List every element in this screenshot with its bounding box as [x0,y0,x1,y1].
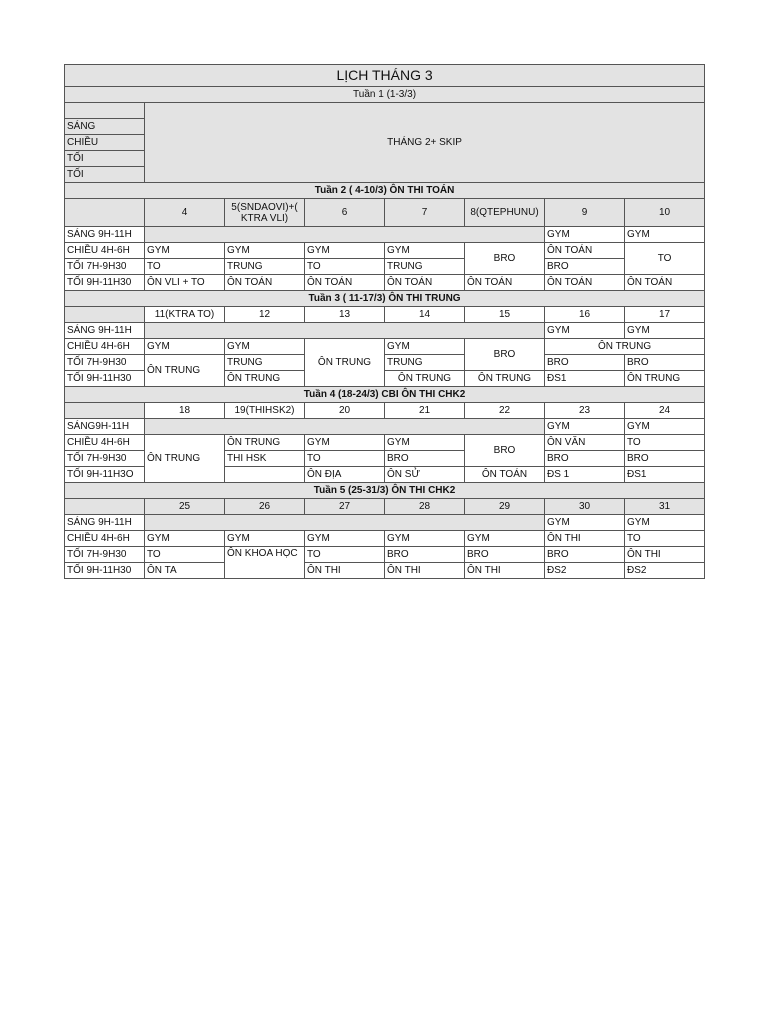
week3-sang-d17: GYM [625,323,705,339]
week3-toi2-d16: ĐS1 [545,371,625,387]
week5-toi2-d31: ĐS2 [625,563,705,579]
week2-toi1-d9: BRO [545,259,625,275]
week4-toi1-d19: THI HSK [225,451,305,467]
week2-sang-d9: GYM [545,227,625,243]
week4-day-24: 24 [625,403,705,419]
week2-toi2-d6: ÔN TOÁN [305,275,385,291]
week2-toi2-d4: ÔN VLI + TO [145,275,225,291]
week3-toi1-d12: TRUNG [225,355,305,371]
week2-day-5: 5(SNDAOVI)+( KTRA VLI) [225,199,305,227]
week5-chieu-d26: GYM [225,531,305,547]
week4-slot-toi1: TỐI 7H-9H30 [65,451,145,467]
week1-slot-sang: SÁNG [65,119,145,135]
week5-sang-d30: GYM [545,515,625,531]
week4-sang-d23: GYM [545,419,625,435]
week5-sang-empty [145,515,545,531]
week4-header: Tuần 4 (18-24/3) CBI ÔN THI CHK2 [65,387,705,403]
week2-corner-cell [65,199,145,227]
week2-slot-toi2: TỐI 9H-11H30 [65,275,145,291]
week5-slot-toi1: TỐI 7H-9H30 [65,547,145,563]
week5-toi1-d25: TO [145,547,225,563]
week5-toi2-d25: ÔN TA [145,563,225,579]
week3-day-16: 16 [545,307,625,323]
week2-toi1-d4: TO [145,259,225,275]
week4-day-20: 20 [305,403,385,419]
week4-toi1-d21: BRO [385,451,465,467]
week4-toi2-d24: ĐS1 [625,467,705,483]
week5-toi1-d27: TO [305,547,385,563]
week5-day-31: 31 [625,499,705,515]
week2-toi1-d5: TRUNG [225,259,305,275]
week4-chieu-d21: GYM [385,435,465,451]
week2-header: Tuần 2 ( 4-10/3) ÔN THI TOÁN [65,183,705,199]
week5-toi2-d27: ÔN THI [305,563,385,579]
week5-day-27: 27 [305,499,385,515]
week4-toi1-d18: ÔN TRUNG [145,435,225,483]
week4-toi2-d22: ÔN TOÁN [465,467,545,483]
week5-toi1-d29: BRO [465,547,545,563]
week3-day-15: 15 [465,307,545,323]
week4-chieu-d20: GYM [305,435,385,451]
week3-day-11: 11(KTRA TO) [145,307,225,323]
week3-slot-sang: SÁNG 9H-11H [65,323,145,339]
week3-toi1-d13: ÔN TRUNG [305,339,385,387]
week3-toi1-d14: TRUNG [385,355,465,371]
week5-day-26: 26 [225,499,305,515]
week4-toi2-d19 [225,467,305,483]
week4-toi2-d20: ÔN ĐỊA [305,467,385,483]
week1-header: Tuần 1 (1-3/3) [65,87,705,103]
week4-slot-sang: SÁNG9H-11H [65,419,145,435]
schedule-table [64,64,705,579]
week5-toi1-d26: ÔN KHOA HỌC [225,547,305,579]
week3-slot-chieu: CHIỀU 4H-6H [65,339,145,355]
week3-chieu-d15: BRO [465,339,545,371]
week2-chieu-d9: ÔN TOÁN [545,243,625,259]
week3-toi1-d17: BRO [625,355,705,371]
week5-slot-toi2: TỐI 9H-11H30 [65,563,145,579]
week5-slot-sang: SÁNG 9H-11H [65,515,145,531]
week3-chieu-d11: GYM [145,339,225,355]
week2-day-6: 6 [305,199,385,227]
week1-skip-note: THÁNG 2+ SKIP [145,103,705,183]
week2-toi2-d9: ÔN TOÁN [545,275,625,291]
week3-day-13: 13 [305,307,385,323]
week4-day-18: 18 [145,403,225,419]
week3-sang-empty [145,323,545,339]
week3-day-12: 12 [225,307,305,323]
week4-toi2-d23: ĐS 1 [545,467,625,483]
week2-slot-chieu: CHIỀU 4H-6H [65,243,145,259]
week3-toi2-d12: ÔN TRUNG [225,371,305,387]
week5-day-28: 28 [385,499,465,515]
week3-header: Tuần 3 ( 11-17/3) ÔN THI TRUNG [65,291,705,307]
week1-slot-toi1: TỐI [65,151,145,167]
week5-toi1-d28: BRO [385,547,465,563]
week4-chieu-d22: BRO [465,435,545,467]
week3-day-14: 14 [385,307,465,323]
week3-slot-toi2: TỐI 9H-11H30 [65,371,145,387]
week5-toi1-d30: BRO [545,547,625,563]
week2-chieu-d5: GYM [225,243,305,259]
page-title: LỊCH THÁNG 3 [65,65,705,87]
week5-toi2-d28: ÔN THI [385,563,465,579]
week5-day-25: 25 [145,499,225,515]
week2-chieu-d6: GYM [305,243,385,259]
week2-chieu-d10: TO [625,243,705,275]
week3-day-17: 17 [625,307,705,323]
week5-corner-cell [65,499,145,515]
week4-chieu-d19: ÔN TRUNG [225,435,305,451]
week2-slot-toi1: TỐI 7H-9H30 [65,259,145,275]
week2-sang-empty [145,227,545,243]
week2-chieu-d7: GYM [385,243,465,259]
schedule-sheet [64,64,704,579]
week1-slot-chieu: CHIỀU [65,135,145,151]
week4-day-19: 19(THIHSK2) [225,403,305,419]
week5-toi2-d30: ĐS2 [545,563,625,579]
week2-day-9: 9 [545,199,625,227]
week5-sang-d31: GYM [625,515,705,531]
week4-toi1-d24: BRO [625,451,705,467]
week5-day-29: 29 [465,499,545,515]
week5-chieu-d28: GYM [385,531,465,547]
week5-day-30: 30 [545,499,625,515]
week2-chieu-d8: BRO [465,243,545,275]
week3-toi2-d17: ÔN TRUNG [625,371,705,387]
week2-day-8: 8(QTEPHUNU) [465,199,545,227]
week3-toi1-d16: BRO [545,355,625,371]
week4-toi1-d23: BRO [545,451,625,467]
week5-header: Tuần 5 (25-31/3) ÔN THI CHK2 [65,483,705,499]
week1-blank-cell [65,103,145,119]
week4-toi1-d20: TO [305,451,385,467]
week3-chieu-d1617: ÔN TRUNG [545,339,705,355]
week5-chieu-d25: GYM [145,531,225,547]
week2-slot-sang: SÁNG 9H-11H [65,227,145,243]
week4-chieu-d23: ÔN VĂN [545,435,625,451]
week3-toi2-d14: ÔN TRUNG [385,371,465,387]
week4-slot-chieu: CHIỀU 4H-6H [65,435,145,451]
week2-day-10: 10 [625,199,705,227]
week4-day-23: 23 [545,403,625,419]
week2-toi2-d8: ÔN TOÁN [465,275,545,291]
week3-chieu-d14: GYM [385,339,465,355]
week4-corner-cell [65,403,145,419]
week2-sang-d10: GYM [625,227,705,243]
week5-chieu-d29: GYM [465,531,545,547]
week4-sang-d24: GYM [625,419,705,435]
week5-chieu-d31: TO [625,531,705,547]
week3-toi2-d15: ÔN TRUNG [465,371,545,387]
week4-sang-empty [145,419,545,435]
week3-chieu-d12: GYM [225,339,305,355]
week2-toi1-d6: TO [305,259,385,275]
week4-chieu-d24: TO [625,435,705,451]
week5-slot-chieu: CHIỀU 4H-6H [65,531,145,547]
week5-chieu-d27: GYM [305,531,385,547]
week2-toi1-d7: TRUNG [385,259,465,275]
week5-chieu-d30: ÔN THI [545,531,625,547]
week5-toi1-d31: ÔN THI [625,547,705,563]
week4-day-22: 22 [465,403,545,419]
week2-toi2-d7: ÔN TOÁN [385,275,465,291]
week4-toi2-d21: ÔN SỬ [385,467,465,483]
week4-slot-toi2: TỐI 9H-11H3O [65,467,145,483]
week2-chieu-d4: GYM [145,243,225,259]
week3-sang-d16: GYM [545,323,625,339]
week3-slot-toi1: TỐI 7H-9H30 [65,355,145,371]
week3-toi1-d11: ÔN TRUNG [145,355,225,387]
week2-toi2-d5: ÔN TOÁN [225,275,305,291]
week3-corner-cell [65,307,145,323]
week2-day-4: 4 [145,199,225,227]
week1-slot-toi2: TỐI [65,167,145,183]
week4-day-21: 21 [385,403,465,419]
week2-toi2-d10: ÔN TOÁN [625,275,705,291]
week2-day-7: 7 [385,199,465,227]
week5-toi2-d29: ÔN THI [465,563,545,579]
